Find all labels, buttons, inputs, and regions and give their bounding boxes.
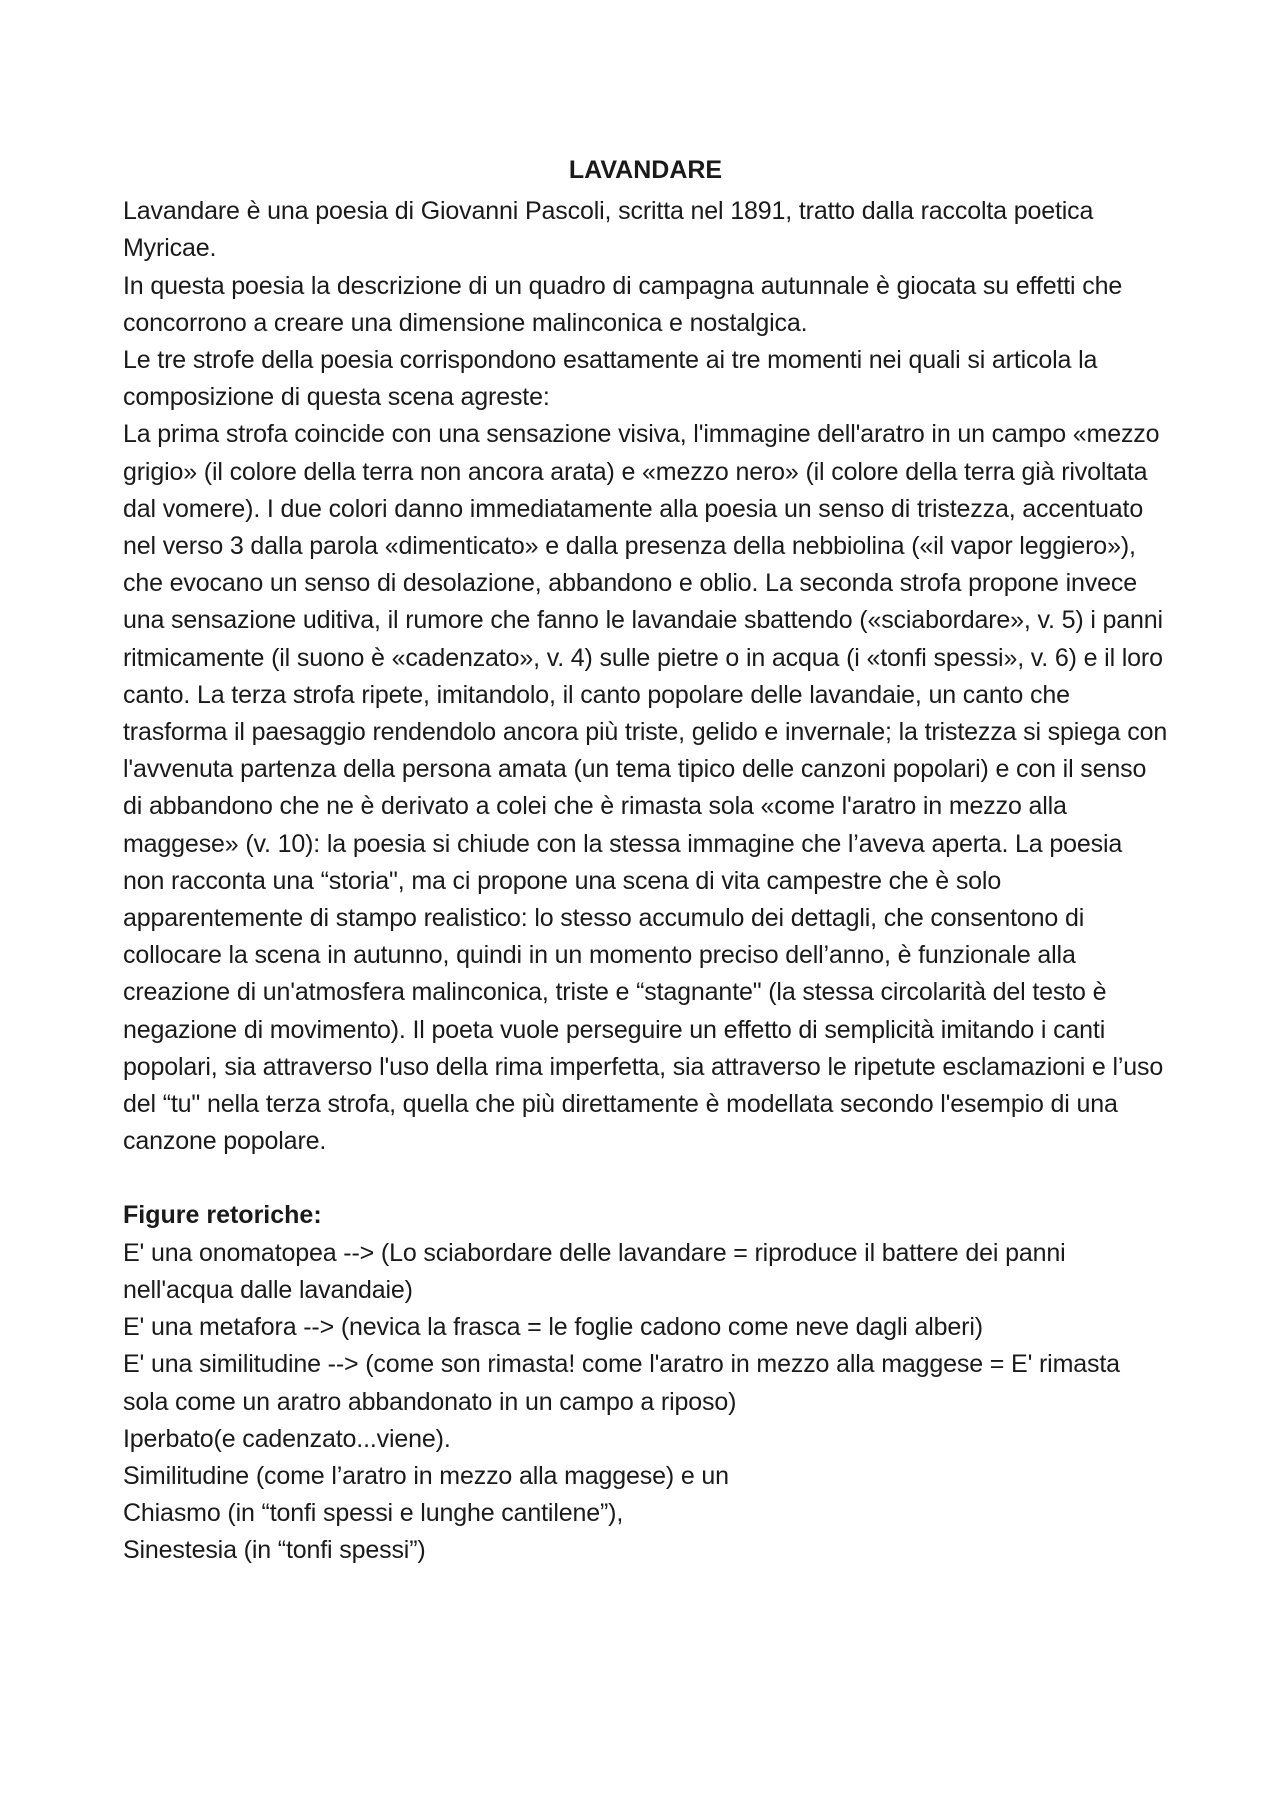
body-paragraph: Lavandare è una poesia di Giovanni Pascoli, scritta nel 1891, tratto dalla raccolta poetica Myricae. In questa poesia la descrizione di un quadro di campagna autunnale è giocata su effetti che concorrono a creare una dimensione malinconica e nostalgica. Le tre strofe della poesia corrispondono esattamente ai tre momenti nei quali si articola la composizione di questa scena agreste: La prima strofa coincide con una sensazione visiva, l'immagine dell'aratro in un campo «mezzo grigio» (il colore della terra non ancora arata) e «mezzo nero» (il colore della terra già rivoltata dal vomere). I due colori danno immediatamente alla poesia un senso di tristezza, accentuato nel verso 3 dalla parola «dimenticato» e dalla presenza della nebbiolina («il vapor leggiero»), che evocano un senso di desolazione, abbandono e oblio. La seconda strofa propone invece una sensazione uditiva, il rumore che fanno le lavandaie sbattendo («sciabordare», v. 5) i panni ritmicamente (il suono è «cadenzato», v. 4) sulle pietre o in acqua (i «tonfi spessi», v. 6) e il loro canto. La terza strofa ripete, imitandolo, il canto popolare delle lavandaie, un canto che trasforma il paesaggio rendendolo ancora più triste, gelido e invernale; la tristezza si spiega con l'avvenuta partenza della persona amata (un tema tipico delle canzoni popolari) e con il senso di abbandono che ne è derivato a colei che è rimasta sola «come l'aratro in mezzo alla maggese» (v. 10): la poesia si chiude con la stessa immagine che l’aveva aperta. La poesia non racconta una “storia", ma ci propone una scena di vita campestre che è solo apparentemente di stampo realistico: lo stesso accumulo dei dettagli, che consentono di collocare la scena in autunno, quindi in un momento preciso dell’anno, è funzionale alla creazione di un'atmosfera malinconica, triste e “stagnante" (la stessa circolarità del testo è negazione di movimento). Il poeta vuole perseguire un effetto di semplicità imitando i canti popolari, sia attraverso l'uso della rima imperfetta, sia attraverso le ripetute esclamazioni e l’uso del “tu" nella terza strofa, quella che più direttamente è modellata secondo l'esempio di una canzone popolare. <box>123 197 1168 1156</box>
figure-item: Iperbato(e cadenzato...viene). <box>123 1424 451 1453</box>
figures-heading: Figure retoriche: <box>123 1201 322 1230</box>
figure-item: Chiasmo (in “tonfi spessi e lunghe cantilene”), <box>123 1499 624 1528</box>
figure-item: Sinestesia (in “tonfi spessi”) <box>123 1536 426 1565</box>
figure-item: E' una metafora --> (nevica la frasca = le foglie cadono come neve dagli alberi) <box>123 1313 983 1342</box>
figure-item: E' una onomatopea --> (Lo sciabordare delle lavandare = riproduce il battere dei panni nell'acqua dalle lavandaie) <box>123 1238 1066 1304</box>
figures-list <box>123 1235 1168 1570</box>
figure-item: Similitudine (come l’aratro in mezzo alla maggese) e un <box>123 1461 729 1490</box>
document-content <box>123 152 1168 1570</box>
figure-item: E' una similitudine --> (come son rimasta! come l'aratro in mezzo alla maggese = E' rimasta sola come un aratro abbandonato in un campo a riposo) <box>123 1350 1120 1416</box>
paragraph-spacer <box>123 1160 1168 1197</box>
document-title: LAVANDARE <box>568 156 723 184</box>
